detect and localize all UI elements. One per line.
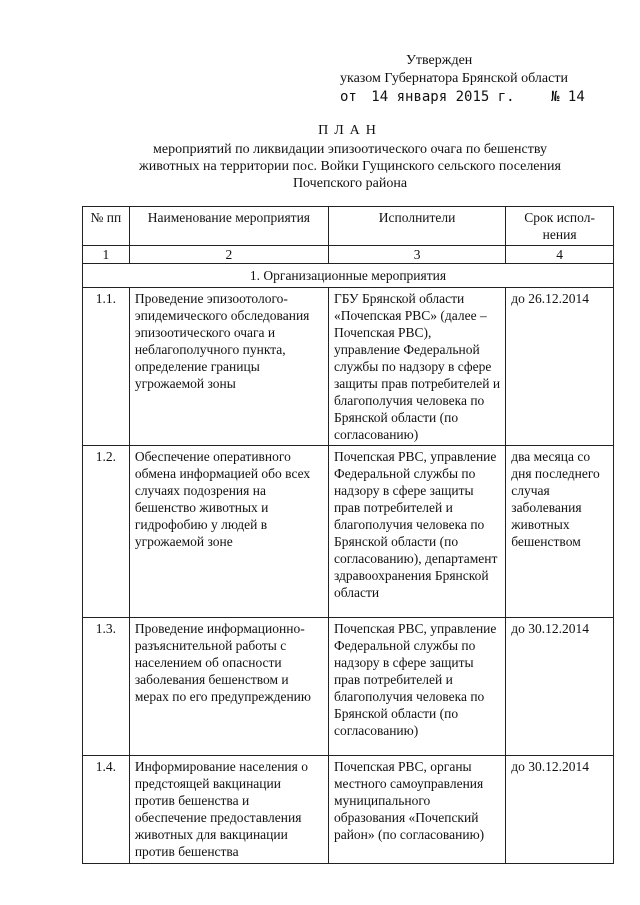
plan-subtitle-2: животных на территории пос. Войки Гущинского сельского поселения: [139, 159, 561, 174]
row-name: Проведение информационно-разъяснительной работы с населением об опасности заболевания бешенством и мерах по его предупреждению: [129, 618, 328, 756]
row-executors: Почепская РВС, органы местного самоуправления муниципального образования «Почепский район» (по согласованию): [328, 756, 505, 864]
table-row: [83, 756, 614, 864]
row-deadline: два месяца со дня последнего случая заболевания животных бешенством: [506, 446, 614, 618]
row-name: Проведение эпизоотолого-эпидемического обследования эпизоотического очага и неблагополучного пункта, определение границы угрожаемой зоны: [129, 288, 328, 446]
approval-date-line: [340, 88, 620, 106]
section-row: [83, 264, 614, 288]
approval-title: Утвержден: [406, 53, 473, 68]
header-executors: Исполнители: [328, 207, 505, 246]
approval-decree: указом Губернатора Брянской области: [340, 71, 568, 86]
column-number-row: [83, 246, 614, 264]
row-executors: Почепская РВС, управление Федеральной службы по надзору в сфере защиты прав потребителей и благополучия человека по Брянской области (по согласованию), департамент здравоохранения Брянской области: [328, 446, 505, 618]
row-executors: ГБУ Брянской области «Почепская РВС» (далее – Почепская РВС), управление Федеральной службы по надзору в сфере защиты прав потребителей и благополучия человека по Брянской области (по согласованию): [328, 288, 505, 446]
table-row: [83, 618, 614, 756]
row-number: 1.3.: [83, 618, 130, 756]
table-header-row: [83, 207, 614, 246]
approval-block: [340, 52, 620, 106]
plan-subtitle-3: Почепского района: [292, 176, 408, 191]
approval-number: № 14: [551, 89, 585, 105]
row-number: 1.4.: [83, 756, 130, 864]
plan-heading: ПЛАН: [318, 123, 382, 138]
header-name: Наименование мероприятия: [129, 207, 328, 246]
row-deadline: до 30.12.2014: [506, 618, 614, 756]
approval-date-prefix: от: [340, 89, 357, 105]
plan-table: [82, 206, 614, 864]
header-deadline: Срок испол-нения: [506, 207, 614, 246]
column-number: 2: [129, 246, 328, 264]
header-number: № пп: [83, 207, 130, 246]
table-row: [83, 446, 614, 618]
plan-subtitle-1: мероприятий по ликвидации эпизоотического очага по бешенству: [153, 142, 547, 157]
row-deadline: до 30.12.2014: [506, 756, 614, 864]
table-row: [83, 288, 614, 446]
section-title: 1. Организационные мероприятия: [83, 264, 614, 288]
row-number: 1.2.: [83, 446, 130, 618]
column-number: 4: [506, 246, 614, 264]
column-number: 1: [83, 246, 130, 264]
column-number: 3: [328, 246, 505, 264]
row-deadline: до 26.12.2014: [506, 288, 614, 446]
row-executors: Почепская РВС, управление Федеральной службы по надзору в сфере защиты прав потребителей и благополучия человека по Брянской области (по согласованию): [328, 618, 505, 756]
document-title: [100, 122, 600, 192]
row-name: Обеспечение оперативного обмена информацией обо всех случаях подозрения на бешенство животных и гидрофобию у людей в угрожаемой зоне: [129, 446, 328, 618]
approval-date: 14 января 2015 г.: [371, 89, 515, 105]
row-name: Информирование населения о предстоящей вакцинации против бешенства и обеспечение предоставления животных для вакцинации против бешенства: [129, 756, 328, 864]
row-number: 1.1.: [83, 288, 130, 446]
